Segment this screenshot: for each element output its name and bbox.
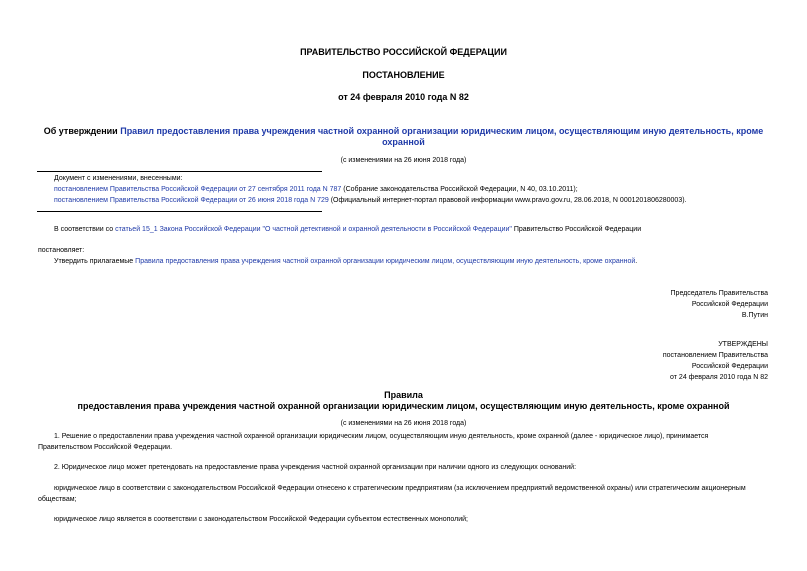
decree-word: постановляет: xyxy=(38,247,85,254)
approved-label: УТВЕРЖДЕНЫ xyxy=(718,341,768,348)
title-changes-note: (с изменениями на 26 июня 2018 года) xyxy=(340,157,467,164)
government-heading: ПРАВИТЕЛЬСТВО РОССИЙСКОЙ ФЕДЕРАЦИИ xyxy=(300,47,507,57)
document-title xyxy=(0,126,807,136)
amendment-tail: (Официальный интернет-портал правовой информации www.pravo.gov.ru, 28.06.2018, N 0001201806280003). xyxy=(328,197,687,204)
preamble-pre: В соответствии со xyxy=(54,226,116,233)
rule-paragraph-4: юридическое лицо является в соответствии с законодательством Российской Федерации субъектом естественных монополий; xyxy=(54,516,469,523)
document-title-line2 xyxy=(0,137,807,147)
amendment-link-2018[interactable]: постановлением Правительства Российской Федерации от 26 июня 2018 года N 729 xyxy=(54,197,329,204)
divider-top xyxy=(37,171,322,172)
rule-paragraph-3-cont: обществам; xyxy=(38,496,77,503)
title-prefix: Об утверждении xyxy=(43,126,121,136)
document-type: ПОСТАНОВЛЕНИЕ xyxy=(362,70,445,80)
amendment-tail: (Собрание законодательства Российской Федерации, N 40, 03.10.2011); xyxy=(341,186,578,193)
approved-country: Российской Федерации xyxy=(691,363,768,370)
amendments-intro: Документ с изменениями, внесенными: xyxy=(54,175,183,182)
law-article-link[interactable]: статьей 15_1 Закона Российской Федерации "О частной детективной и охранной деятельности в Российской Федерации" xyxy=(115,226,512,233)
rules-subheading: предоставления права учреждения частной охранной организации юридическим лицом, осуществляющим иную деятельность, кроме охранной xyxy=(77,401,730,411)
approved-by: постановлением Правительства xyxy=(662,352,768,359)
amendment-item xyxy=(54,186,578,193)
preamble-post: Правительство Российской Федерации xyxy=(511,226,642,233)
preamble xyxy=(54,226,641,233)
title-rules-link-cont[interactable]: охранной xyxy=(382,137,425,147)
signature-name: В.Путин xyxy=(741,312,768,319)
approve-paragraph xyxy=(54,258,637,265)
amendment-link-2011[interactable]: постановлением Правительства Российской Федерации от 27 сентября 2011 года N 787 xyxy=(54,186,342,193)
rules-heading: Правила xyxy=(384,390,423,400)
rule-paragraph-1-cont: Правительством Российской Федерации. xyxy=(38,444,173,451)
divider-bottom xyxy=(37,211,322,212)
amendment-item xyxy=(54,197,687,204)
rule-paragraph-2: 2. Юридическое лицо может претендовать на предоставление права учреждения частной охранной организации при наличии одного из следующих оснований: xyxy=(54,464,577,471)
title-rules-link[interactable]: Правил предоставления права учреждения частной охранной организации юридическим лицом, осуществляющим иную деятельность, кроме xyxy=(120,126,764,136)
rules-changes-note: (с изменениями на 26 июня 2018 года) xyxy=(340,420,467,427)
document-date-number: от 24 февраля 2010 года N 82 xyxy=(338,92,469,102)
signature-country: Российской Федерации xyxy=(691,301,768,308)
approved-date: от 24 февраля 2010 года N 82 xyxy=(670,374,768,381)
approved-rules-link[interactable]: Правила предоставления права учреждения частной охранной организации юридическим лицом, осуществляющим иную деятельность, кроме охранной xyxy=(135,258,636,265)
signature-position: Председатель Правительства xyxy=(670,290,768,297)
rule-paragraph-3: юридическое лицо в соответствии с законодательством Российской Федерации отнесено к стратегическим предприятиям (за исключением предприятий ведомственной охраны) или стратегическим акционерным xyxy=(54,485,746,492)
approve-post: . xyxy=(635,258,638,265)
approve-pre: Утвердить прилагаемые xyxy=(54,258,136,265)
rule-paragraph-1: 1. Решение о предоставлении права учреждения частной охранной организации юридическим лицом, осуществляющим иную деятельность, кроме охранной (далее - юридическое лицо), принимается xyxy=(54,433,709,440)
